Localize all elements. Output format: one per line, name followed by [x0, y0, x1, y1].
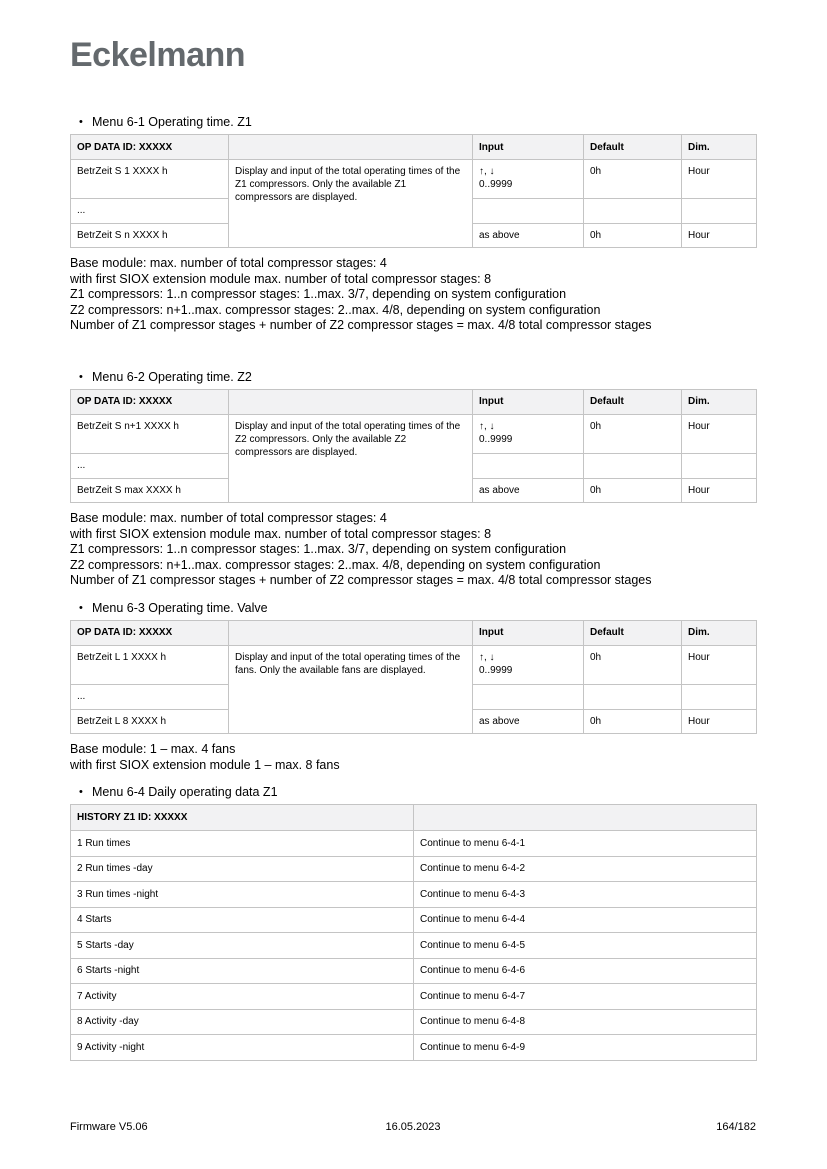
op-id-cell: ... — [71, 684, 229, 709]
dim-cell: Hour — [682, 160, 757, 199]
default-cell: 0h — [584, 645, 682, 684]
header-description — [229, 135, 473, 160]
bullet-icon: • — [79, 370, 83, 383]
table-header-row — [71, 620, 757, 645]
op-id-cell: BetrZeit S 1 XXXX h — [71, 160, 229, 199]
op-data-table-menu-6-2 — [70, 389, 757, 503]
history-item-cell: 8 Activity -day — [71, 1009, 414, 1035]
page-footer — [70, 1121, 756, 1134]
dim-cell — [682, 453, 757, 478]
note-line: Z2 compressors: n+1..max. compressor stages: 2..max. 4/8, depending on system configuration — [70, 557, 601, 572]
input-cell — [473, 645, 584, 684]
op-data-table-menu-6-3 — [70, 620, 757, 734]
history-action-cell: Continue to menu 6-4-3 — [414, 882, 757, 908]
input-cell — [473, 160, 584, 199]
history-action-cell: Continue to menu 6-4-8 — [414, 1009, 757, 1035]
note-line: with first SIOX extension module max. number of total compressor stages: 8 — [70, 526, 492, 541]
input-range: 0..9999 — [479, 433, 513, 445]
notes-block-1 — [70, 256, 756, 334]
input-arrows: ↑, ↓ — [479, 651, 495, 663]
history-item-cell: 2 Run times -day — [71, 856, 414, 882]
op-id-cell: BetrZeit S n+1 XXXX h — [71, 414, 229, 453]
header-default: Default — [584, 135, 682, 160]
note-line: Base module: 1 – max. 4 fans — [70, 741, 236, 756]
table-header-row — [71, 805, 757, 831]
note-line: Z1 compressors: 1..n compressor stages: 1..max. 3/7, depending on system configuration — [70, 542, 567, 557]
description-cell: Display and input of the total operating times of the fans. Only the available fans are displayed. — [229, 645, 473, 733]
dim-cell: Hour — [682, 709, 757, 733]
history-item-cell: 9 Activity -night — [71, 1035, 414, 1061]
section-heading-menu-6-4 — [70, 785, 756, 800]
table-row — [71, 1035, 757, 1061]
op-id-cell: BetrZeit S max XXXX h — [71, 478, 229, 502]
table-row — [71, 160, 757, 199]
default-cell — [584, 199, 682, 224]
op-data-table-menu-6-1 — [70, 134, 757, 248]
header-input: Input — [473, 620, 584, 645]
header-dim: Dim. — [682, 389, 757, 414]
input-cell — [473, 414, 584, 453]
section-heading-label: Menu 6-1 Operating time. Z1 — [92, 115, 252, 129]
header-description — [229, 389, 473, 414]
default-cell: 0h — [584, 709, 682, 733]
history-item-cell: 7 Activity — [71, 984, 414, 1010]
table-row — [71, 414, 757, 453]
table-row — [71, 882, 757, 908]
history-z1-table — [70, 804, 757, 1061]
input-cell: as above — [473, 224, 584, 248]
footer-page-number: 164/182 — [716, 1121, 757, 1133]
page-content — [70, 0, 756, 1061]
table-row — [71, 831, 757, 857]
table-header-row — [71, 135, 757, 160]
header-default: Default — [584, 620, 682, 645]
history-action-cell: Continue to menu 6-4-4 — [414, 907, 757, 933]
history-action-cell: Continue to menu 6-4-1 — [414, 831, 757, 857]
default-cell: 0h — [584, 414, 682, 453]
note-line: with first SIOX extension module 1 – max. 8 fans — [70, 757, 340, 772]
op-id-cell: ... — [71, 199, 229, 224]
input-cell — [473, 453, 584, 478]
table-row — [71, 958, 757, 984]
default-cell — [584, 684, 682, 709]
history-item-cell: 3 Run times -night — [71, 882, 414, 908]
input-cell — [473, 684, 584, 709]
history-item-cell: 4 Starts — [71, 907, 414, 933]
header-history-z1-id: HISTORY Z1 ID: XXXXX — [71, 805, 414, 831]
input-arrows: ↑, ↓ — [479, 166, 495, 177]
op-id-cell: BetrZeit L 1 XXXX h — [71, 645, 229, 684]
input-cell — [473, 199, 584, 224]
bullet-icon: • — [79, 116, 83, 128]
header-input: Input — [473, 389, 584, 414]
notes-block-2 — [70, 511, 756, 589]
description-cell: Display and input of the total operating times of the Z1 compressors. Only the available Z1 compressors are displayed. — [229, 160, 473, 248]
header-op-data-id: OP DATA ID: XXXXX — [71, 389, 229, 414]
header-op-data-id: OP DATA ID: XXXXX — [71, 135, 229, 160]
input-arrows: ↑, ↓ — [479, 420, 495, 432]
footer-firmware-version: Firmware V5.06 — [70, 1121, 148, 1133]
history-action-cell: Continue to menu 6-4-5 — [414, 933, 757, 959]
section-heading-menu-6-2 — [70, 370, 756, 385]
description-cell: Display and input of the total operating times of the Z2 compressors. Only the available Z2 compressors are displayed. — [229, 414, 473, 502]
table-row — [71, 907, 757, 933]
note-line: Z2 compressors: n+1..max. compressor stages: 2..max. 4/8, depending on system configuration — [70, 302, 601, 317]
note-line: Number of Z1 compressor stages + number of Z2 compressor stages = max. 4/8 total compressor stages — [70, 573, 652, 588]
history-item-cell: 1 Run times — [71, 831, 414, 857]
default-cell: 0h — [584, 224, 682, 248]
section-heading-label: Menu 6-4 Daily operating data Z1 — [92, 785, 278, 800]
dim-cell — [682, 684, 757, 709]
history-item-cell: 5 Starts -day — [71, 933, 414, 959]
header-description — [229, 620, 473, 645]
op-id-cell: BetrZeit S n XXXX h — [71, 224, 229, 248]
input-cell: as above — [473, 709, 584, 733]
bullet-icon: • — [79, 601, 83, 614]
note-line: with first SIOX extension module max. number of total compressor stages: 8 — [70, 271, 492, 286]
note-line: Z1 compressors: 1..n compressor stages: 1..max. 3/7, depending on system configuration — [70, 287, 567, 302]
dim-cell: Hour — [682, 224, 757, 248]
default-cell: 0h — [584, 478, 682, 502]
section-heading-menu-6-3 — [70, 601, 756, 616]
note-line: Number of Z1 compressor stages + number of Z2 compressor stages = max. 4/8 total compressor stages — [70, 318, 652, 333]
table-row — [71, 856, 757, 882]
header-op-data-id: OP DATA ID: XXXXX — [71, 620, 229, 645]
dim-cell — [682, 199, 757, 224]
history-item-cell: 6 Starts -night — [71, 958, 414, 984]
company-logo: Eckelmann — [70, 36, 246, 74]
header-dim: Dim. — [682, 135, 757, 160]
header-dim: Dim. — [682, 620, 757, 645]
input-range: 0..9999 — [479, 664, 513, 676]
history-action-cell: Continue to menu 6-4-6 — [414, 958, 757, 984]
header-empty — [414, 805, 757, 831]
input-cell: as above — [473, 478, 584, 502]
table-header-row — [71, 389, 757, 414]
table-row — [71, 645, 757, 684]
table-row — [71, 984, 757, 1010]
bullet-icon: • — [79, 786, 83, 799]
default-cell — [584, 453, 682, 478]
input-range: 0..9999 — [479, 179, 513, 190]
default-cell: 0h — [584, 160, 682, 199]
header-default: Default — [584, 389, 682, 414]
note-line: Base module: max. number of total compressor stages: 4 — [70, 256, 387, 270]
header-input: Input — [473, 135, 584, 160]
history-action-cell: Continue to menu 6-4-7 — [414, 984, 757, 1010]
section-heading-label: Menu 6-2 Operating time. Z2 — [92, 369, 252, 384]
notes-block-3 — [70, 742, 756, 773]
dim-cell: Hour — [682, 478, 757, 502]
note-line: Base module: max. number of total compressor stages: 4 — [70, 510, 387, 525]
footer-date: 16.05.2023 — [385, 1121, 441, 1133]
table-row — [71, 933, 757, 959]
history-action-cell: Continue to menu 6-4-2 — [414, 856, 757, 882]
op-id-cell: ... — [71, 453, 229, 478]
op-id-cell: BetrZeit L 8 XXXX h — [71, 709, 229, 733]
section-heading-label: Menu 6-3 Operating time. Valve — [92, 600, 268, 615]
history-action-cell: Continue to menu 6-4-9 — [414, 1035, 757, 1061]
table-row — [71, 1009, 757, 1035]
dim-cell: Hour — [682, 645, 757, 684]
section-heading-menu-6-1 — [70, 115, 756, 130]
dim-cell: Hour — [682, 414, 757, 453]
